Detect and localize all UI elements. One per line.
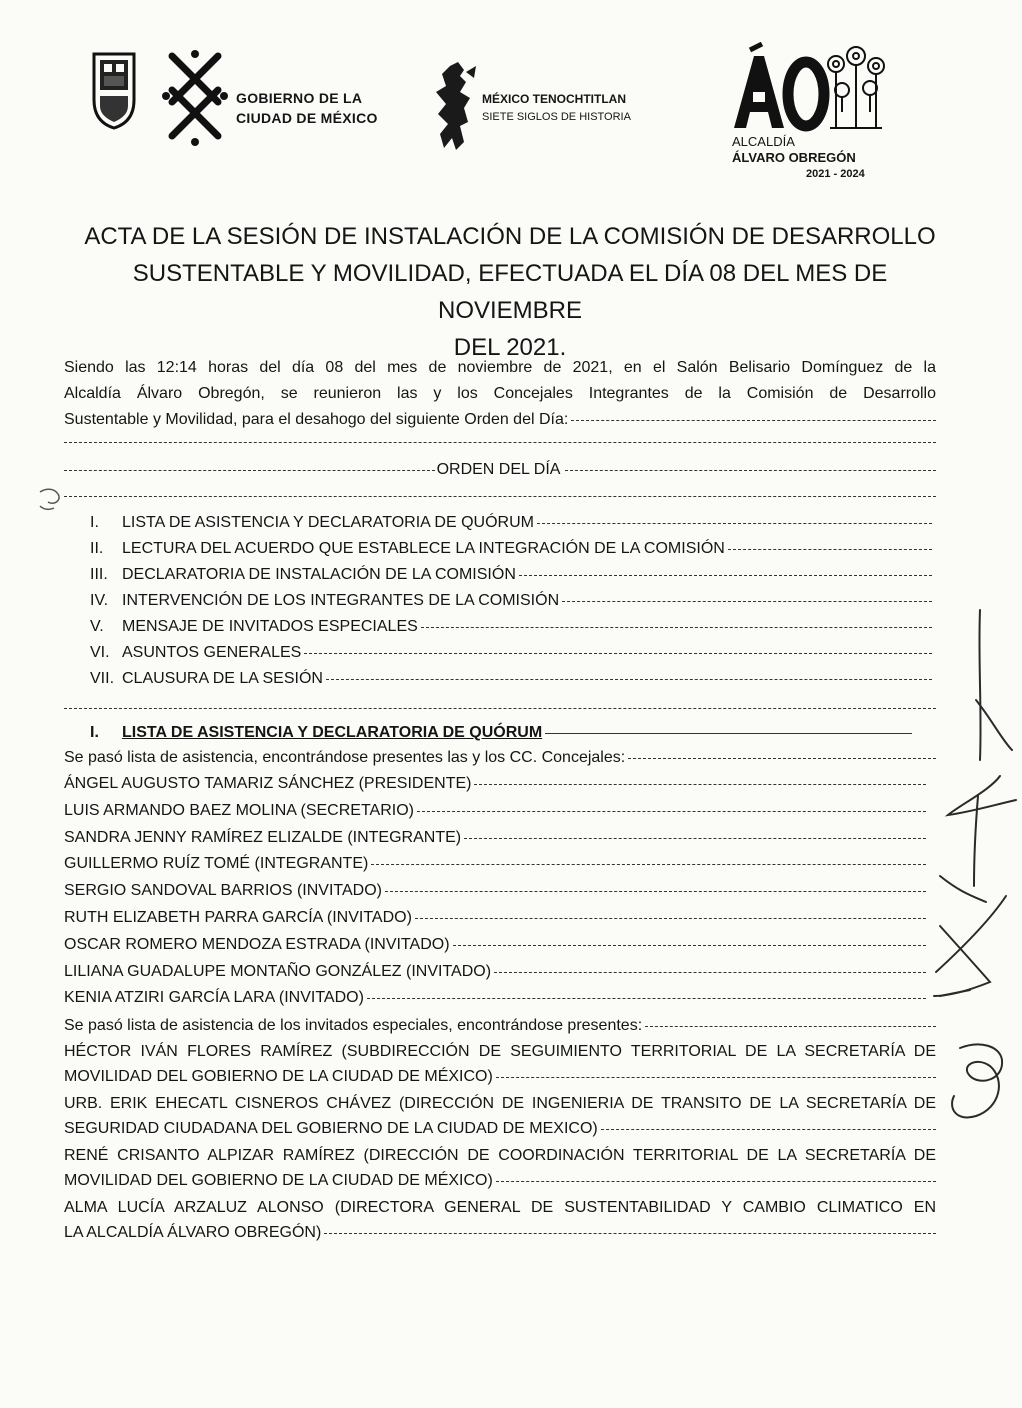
member-name: LILIANA GUADALUPE MONTAÑO GONZÁLEZ (INVITADO) <box>64 963 492 980</box>
agenda-item-text: MENSAJE DE INVITADOS ESPECIALES <box>122 618 418 635</box>
agenda-item-number: VII. <box>90 670 115 687</box>
guest-text-1: RENÉ CRISANTO ALPIZAR RAMÍREZ (DIRECCIÓN DE COORDINACIÓN TERRITORIAL DE LA SECRETARÍA DE <box>64 1147 936 1164</box>
guest-text-1: HÉCTOR IVÁN FLORES RAMÍREZ (SUBDIRECCIÓN DE SEGUIMIENTO TERRITORIAL DE LA SECRETARÍA DE <box>64 1043 936 1060</box>
agenda-item-text: CLAUSURA DE LA SESIÓN <box>122 670 323 687</box>
guest-text-1: ALMA LUCÍA ARZALUZ ALONSO (DIRECTORA GENERAL DE SUSTENTABILIDAD Y CAMBIO CLIMATICO EN <box>64 1199 936 1216</box>
guest-line-2 <box>64 1221 936 1245</box>
agenda-item-number: VI. <box>90 644 110 661</box>
margin-stamp-mark <box>36 484 66 514</box>
intro-text-2: Alcaldía Álvaro Obregón, se reunieron las y los Concejales Integrantes de la Comisión de Desarrollo <box>64 385 936 402</box>
mt-line-1: MÉXICO TENOCHTITLAN <box>482 92 626 106</box>
member-name: GUILLERMO RUÍZ TOMÉ (INTEGRANTE) <box>64 855 369 872</box>
member-name: SANDRA JENNY RAMÍREZ ELIZALDE (INTEGRANTE) <box>64 829 462 846</box>
agenda-item-text: ASUNTOS GENERALES <box>122 644 302 661</box>
section-1-heading <box>90 720 912 746</box>
member-row <box>64 986 926 1010</box>
alcaldia-anniversary-logo <box>730 42 890 134</box>
title-line-2: SUSTENTABLE Y MOVILIDAD, EFECTUADA EL DÍA 08 DEL MES DE NOVIEMBRE <box>132 260 888 324</box>
title-line-1: ACTA DE LA SESIÓN DE INSTALACIÓN DE LA COMISIÓN DE DESARROLLO <box>84 223 936 250</box>
agenda-item <box>90 640 932 666</box>
guest-text-2: MOVILIDAD DEL GOBIERNO DE LA CIUDAD DE MÉXICO) <box>64 1068 493 1085</box>
guests-intro-text: Se pasó lista de asistencia de los invitados especiales, encontrándose presentes: <box>64 1017 643 1034</box>
agenda-item-text: INTERVENCIÓN DE LOS INTEGRANTES DE LA COMISIÓN <box>122 592 560 609</box>
member-row <box>64 933 926 957</box>
dash-line <box>64 696 936 720</box>
guests-intro <box>64 1014 936 1038</box>
guest-line-2 <box>64 1169 936 1193</box>
agenda-item-number: V. <box>90 618 104 635</box>
member-name: LUIS ARMANDO BAEZ MOLINA (SECRETARIO) <box>64 802 414 819</box>
member-name: ÁNGEL AUGUSTO TAMARIZ SÁNCHEZ (PRESIDENTE) <box>64 775 472 792</box>
cdmx-coat-of-arms-logo <box>90 50 138 130</box>
intro-line-1 <box>64 356 936 380</box>
gobierno-cdmx-wordmark <box>236 88 378 128</box>
mexico-tenochtitlan-wordmark <box>482 90 631 126</box>
tenochtitlan-warrior-logo <box>430 62 480 152</box>
attendance-intro-text: Se pasó lista de asistencia, encontrándose presentes las y los CC. Concejales: <box>64 749 626 766</box>
dash-line <box>64 430 936 454</box>
section-1-number: I. <box>90 724 99 741</box>
agenda-item-number: IV. <box>90 592 109 609</box>
guest-line-1 <box>64 1196 936 1220</box>
mt-line-2: SIETE SIGLOS DE HISTORIA <box>482 111 631 123</box>
guest-text-2: SEGURIDAD CIUDADANA DEL GOBIERNO DE LA CIUDAD DE MEXICO) <box>64 1120 598 1137</box>
agenda-item <box>90 588 932 614</box>
guest-line-1 <box>64 1040 936 1064</box>
member-name: OSCAR ROMERO MENDOZA ESTRADA (INVITADO) <box>64 936 450 953</box>
member-name: RUTH ELIZABETH PARRA GARCÍA (INVITADO) <box>64 909 412 926</box>
attendance-intro <box>64 746 936 770</box>
orden-del-dia-heading <box>64 458 936 482</box>
agenda-item-number: II. <box>90 540 104 557</box>
alc-line-1: ALCALDÍA <box>732 134 795 149</box>
agenda-item-text: LECTURA DEL ACUERDO QUE ESTABLECE LA INTEGRACIÓN DE LA COMISIÓN <box>122 540 725 557</box>
agenda-item <box>90 510 932 536</box>
guest-line-1 <box>64 1092 936 1116</box>
member-row <box>64 960 926 984</box>
agenda-item <box>90 614 932 640</box>
member-row <box>64 772 926 796</box>
agenda-item-text: LISTA DE ASISTENCIA Y DECLARATORIA DE QUÓRUM <box>122 514 534 531</box>
guest-line-2 <box>64 1117 936 1141</box>
agenda-item-text: DECLARATORIA DE INSTALACIÓN DE LA COMISIÓN <box>122 566 516 583</box>
guest-text-2: LA ALCALDÍA ÁLVARO OBREGÓN) <box>64 1224 322 1241</box>
agenda-item <box>90 562 932 588</box>
intro-line-2 <box>64 382 936 406</box>
document-title <box>60 218 960 366</box>
intro-text-1: Siendo las 12:14 horas del día 08 del mes de noviembre de 2021, en el Salón Belisario Domínguez de la <box>64 359 936 376</box>
intro-line-3 <box>64 408 936 432</box>
guest-text-1: URB. ERIK EHECATL CISNEROS CHÁVEZ (DIRECCIÓN DE INGENIERIA DE TRANSITO DE LA SECRETARÍA DE <box>64 1095 936 1112</box>
section-1-title: LISTA DE ASISTENCIA Y DECLARATORIA DE QUÓRUM <box>122 724 543 741</box>
handwritten-signature-marks <box>930 600 1020 1160</box>
agenda-item-number: I. <box>90 514 99 531</box>
guest-line-1 <box>64 1144 936 1168</box>
member-row <box>64 826 926 850</box>
member-row <box>64 879 926 903</box>
gob-line-1: GOBIERNO DE LA <box>236 90 363 106</box>
orden-label: ORDEN DEL DÍA <box>436 461 561 478</box>
agenda-item <box>90 666 932 692</box>
member-name: KENIA ATZIRI GARCÍA LARA (INVITADO) <box>64 989 364 1006</box>
title-line-3: DEL 2021. <box>453 334 567 361</box>
guest-text-2: MOVILIDAD DEL GOBIERNO DE LA CIUDAD DE MÉXICO) <box>64 1172 493 1189</box>
gob-line-2: CIUDAD DE MÉXICO <box>236 110 378 126</box>
member-name: SERGIO SANDOVAL BARRIOS (INVITADO) <box>64 882 382 899</box>
dash-line <box>64 484 936 508</box>
agenda-item-number: III. <box>90 566 108 583</box>
member-row <box>64 799 926 823</box>
agenda-item <box>90 536 932 562</box>
alc-line-3: 2021 - 2024 <box>806 168 865 180</box>
cdmx-government-emblem-logo <box>160 46 230 146</box>
member-row <box>64 852 926 876</box>
alcaldia-wordmark <box>732 134 865 182</box>
intro-text-3: Sustentable y Movilidad, para el desahogo del siguiente Orden del Día: <box>64 411 569 428</box>
member-row <box>64 906 926 930</box>
guest-line-2 <box>64 1065 936 1089</box>
alc-line-2: ÁLVARO OBREGÓN <box>732 150 856 165</box>
